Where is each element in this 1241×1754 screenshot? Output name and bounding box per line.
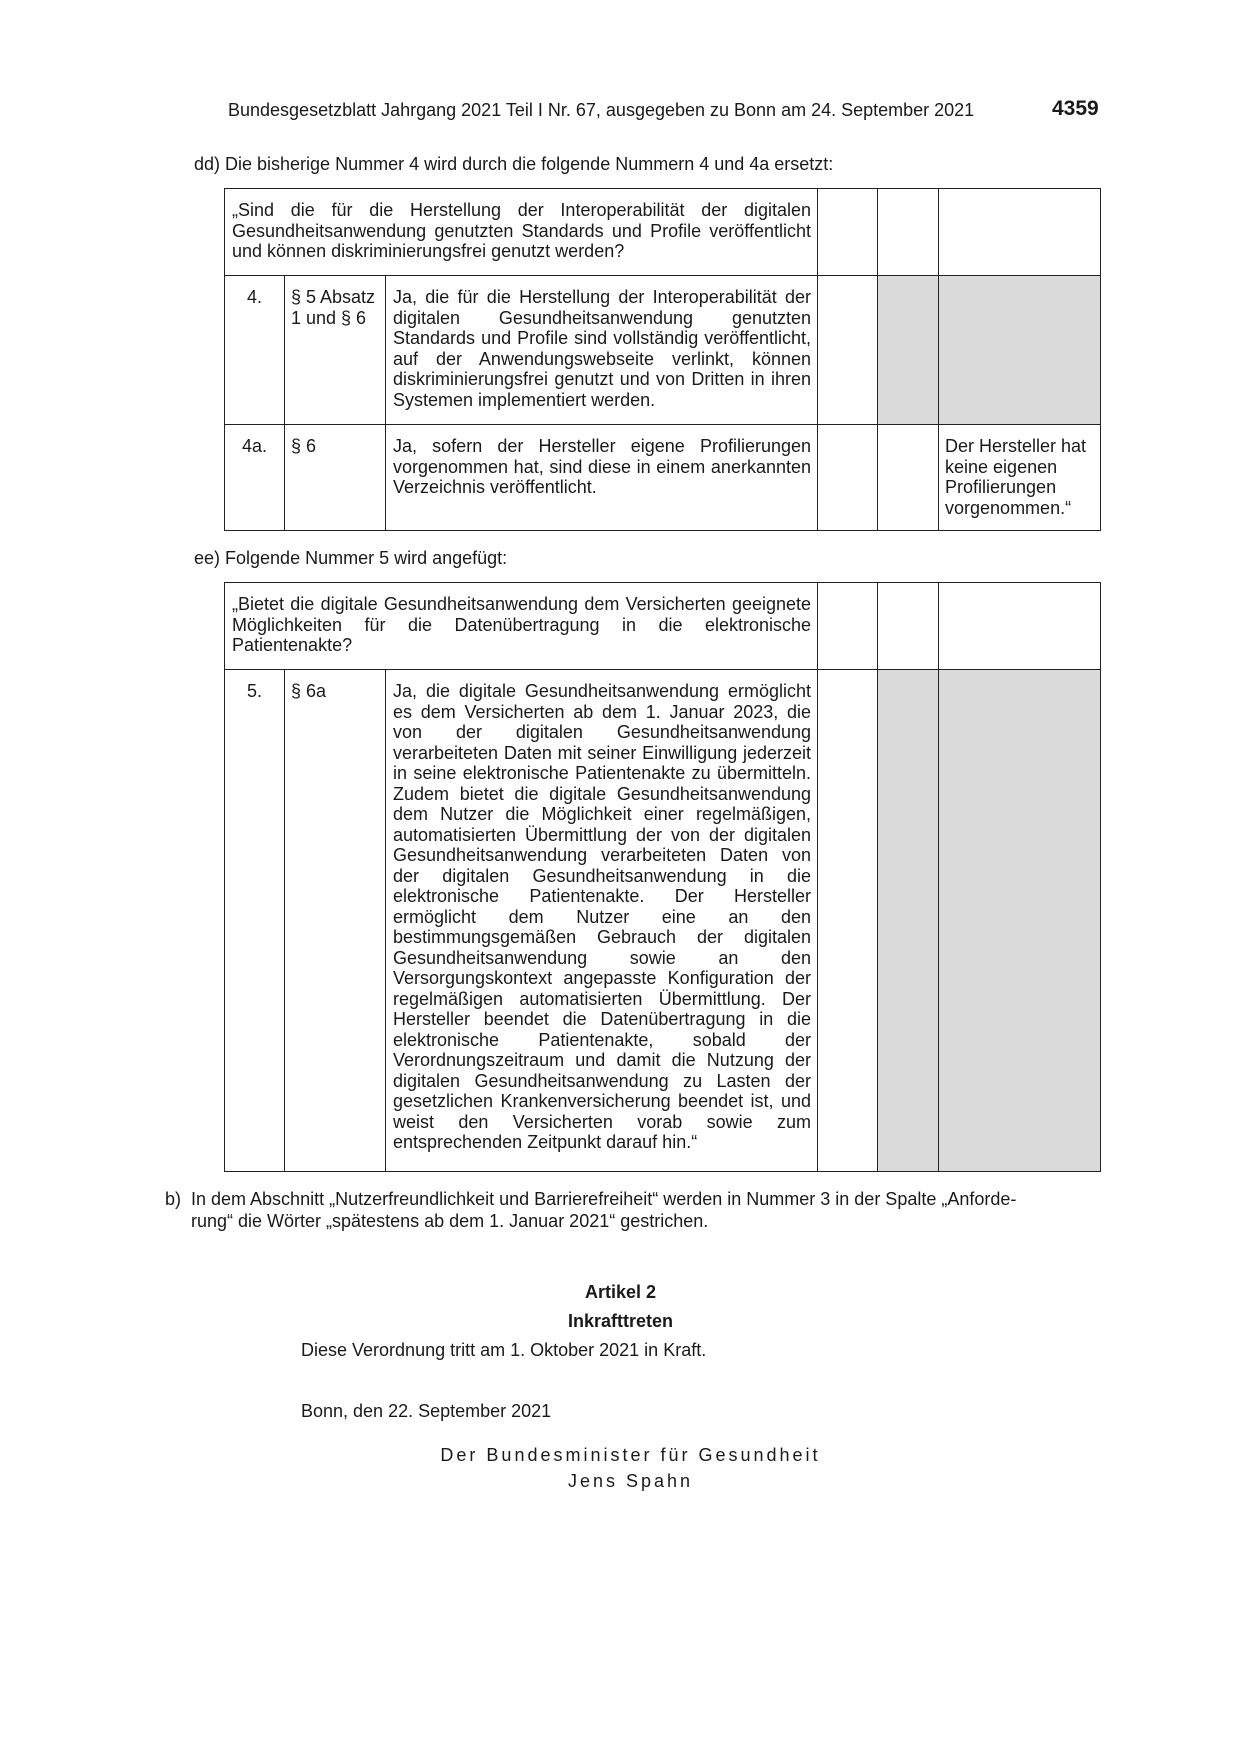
running-header: Bundesgesetzblatt Jahrgang 2021 Teil I Nr. 67, ausgegeben zu Bonn am 24. September 2021: [228, 100, 975, 120]
paragraph-b-line-2: rung“ die Wörter „spätestens ab dem 1. Januar 2021“ gestrichen.: [191, 1211, 709, 1231]
table-question-row: [225, 583, 1101, 670]
section-ee-intro: ee) Folgende Nummer 5 wird angefügt:: [194, 548, 508, 568]
row-number: 4.: [225, 276, 285, 425]
row-description: Ja, sofern der Hersteller eigene Profilierungen vorgenommen hat, sind diese in einem anerkannten Verzeichnis veröffentlicht.: [386, 425, 818, 531]
question-text: „Sind die für die Herstellung der Interoperabilität der digitalen Gesundheitsanwendung genutzten Standards und Profile veröffentlicht und können diskriminierungsfrei genutzt werden?: [225, 189, 818, 276]
table-row: [225, 276, 1101, 425]
row-description: Ja, die für die Herstellung der Interoperabilität der digitalen Gesundheitsanwendung genutzten Standards und Profile sind vollständig veröffentlicht, auf der Anwendungswebseite verlinkt, können diskriminierungsfrei genutzt und von Dritten in ihren Systemen implementiert werden.: [386, 276, 818, 425]
row-reference: § 6: [285, 425, 386, 531]
row-description: Ja, die digitale Gesundheitsanwendung ermöglicht es dem Versicherten ab dem 1. Januar 2023, die von der digitalen Gesundheitsanwendung verarbeiteten Daten mit seiner Einwilligung jederzeit in seine elektronische Patientenakte zu übermitteln. Zudem bietet die digitale Gesundheitsanwendung dem Nutzer die Möglichkeit einer regelmäßigen, automatisierten Übermittlung der von der digitalen Gesundheitsanwendung verarbeiteten Daten von der digitalen Gesundheitsanwendung in die elektronische Patientenakte. Der Hersteller ermöglicht dem Nutzer eine an den bestimmungsgemäßen Gebrauch der digitalen Gesundheitsanwendung sowie an den Versorgungskontext angepasste Konfiguration der regelmäßigen automatisierten Übermittlung. Der Hersteller beendet die Datenübertragung in die elektronische Patientenakte, sobald der Verordnungszeitraum und damit die Nutzung der digitalen Gesundheitsanwendung zu Lasten der gesetzlichen Krankenversicherung beendet ist, und weist den Versicherten vorab sowie zum entsprechenden Zeitpunkt darauf hin.“: [386, 670, 818, 1172]
place-date: Bonn, den 22. September 2021: [301, 1401, 552, 1421]
paragraph-b-label: b): [165, 1189, 182, 1209]
article-title: Artikel 2: [584, 1282, 657, 1302]
row-note: Der Hersteller hat keine eigenen Profilierungen vorgenommen.“: [939, 425, 1101, 531]
table-row: [225, 670, 1101, 1172]
article-subtitle: Inkrafttreten: [567, 1311, 674, 1331]
section-dd-intro: dd) Die bisherige Nummer 4 wird durch die folgende Nummern 4 und 4a ersetzt:: [194, 154, 834, 174]
signatory-name: Jens Spahn: [567, 1471, 694, 1491]
table-question-row: [225, 189, 1101, 276]
row-reference: § 6a: [285, 670, 386, 1172]
table-ee: [224, 582, 1101, 1172]
signatory-title: Der Bundesminister für Gesundheit: [440, 1445, 821, 1465]
paragraph-b-line-1: In dem Abschnitt „Nutzerfreundlichkeit und Barrierefreiheit“ werden in Nummer 3 in der Spalte „Anforde-: [191, 1189, 1017, 1209]
question-text: „Bietet die digitale Gesundheitsanwendung dem Versicherten geeignete Möglichkeiten für die Datenübertragung in die elektronische Patientenakte?: [225, 583, 818, 670]
row-number: 5.: [225, 670, 285, 1172]
page-number: 4359: [1052, 97, 1099, 120]
row-number: 4a.: [225, 425, 285, 531]
row-reference: § 5 Absatz 1 und § 6: [285, 276, 386, 425]
article-text: Diese Verordnung tritt am 1. Oktober 2021 in Kraft.: [301, 1340, 707, 1360]
table-dd: [224, 188, 1101, 531]
table-row: [225, 425, 1101, 531]
